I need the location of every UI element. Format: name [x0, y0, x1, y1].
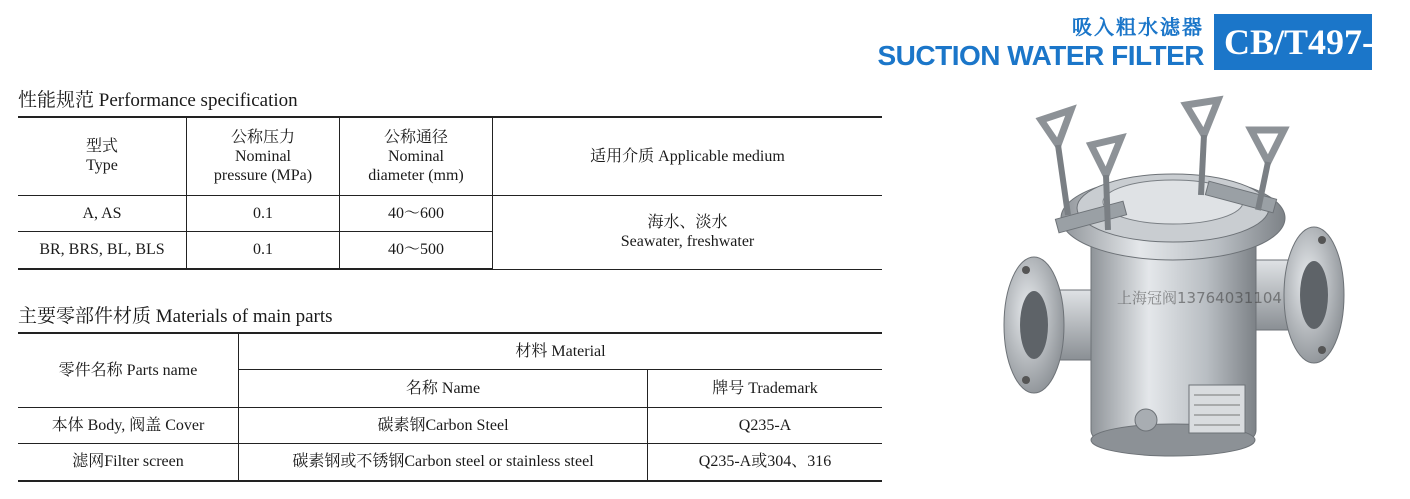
diameter-cell: 40～500: [340, 231, 493, 269]
part-cell: 本体 Body, 阀盖 Cover: [18, 407, 239, 443]
trademark-cell: Q235-A或304、316: [648, 443, 883, 481]
materials-table: [18, 332, 882, 482]
watermark-text: 上海冠阀13764031104: [1117, 289, 1282, 307]
table-row: [18, 407, 882, 443]
diameter-cell: 40～600: [340, 195, 493, 231]
diameter-header-en1: Nominal: [388, 147, 444, 165]
diameter-header: [340, 117, 493, 195]
medium-cn: 海水、淡水: [647, 214, 728, 231]
pressure-header: [187, 117, 340, 195]
material-name-cell: 碳素钢Carbon Steel: [239, 407, 648, 443]
pressure-header-en2: pressure (MPa): [213, 166, 313, 184]
materials-header-row: [18, 333, 882, 369]
type-header: [18, 117, 187, 195]
diameter-header-cn: 公称通径: [383, 128, 448, 146]
material-name-cell: 碳素钢或不锈钢Carbon steel or stainless steel: [239, 443, 648, 481]
standard-code-badge: CB/T497-94: [1214, 14, 1372, 70]
pressure-cell: 0.1: [187, 231, 340, 269]
type-cell: A, AS: [18, 195, 187, 231]
performance-table: [18, 116, 882, 270]
pressure-cell: 0.1: [187, 195, 340, 231]
parts-name-header: 零件名称 Parts name: [18, 333, 239, 407]
performance-header-row: [18, 117, 882, 195]
pressure-header-cn: 公称压力: [230, 128, 295, 146]
title-chinese: 吸入粗水滤器: [1072, 15, 1204, 39]
suction-filter-photo-icon: [996, 90, 1356, 462]
name-header: 名称 Name: [239, 369, 648, 407]
pressure-header-en1: Nominal: [235, 147, 291, 165]
type-header-en: Type: [86, 157, 118, 175]
diameter-header-en2: diameter (mm): [368, 166, 464, 184]
trademark-header: 牌号 Trademark: [648, 369, 883, 407]
table-row: [18, 443, 882, 481]
table-row: [18, 195, 882, 231]
performance-heading: 性能规范 Performance specification: [18, 90, 298, 111]
materials-heading: 主要零部件材质 Materials of main parts: [18, 306, 333, 327]
trademark-cell: Q235-A: [648, 407, 883, 443]
medium-cell: [493, 195, 883, 269]
title-english: SUCTION WATER FILTER: [877, 40, 1204, 71]
type-header-cn: 型式: [85, 138, 118, 156]
part-cell: 滤网Filter screen: [18, 443, 239, 481]
material-header: 材料 Material: [239, 333, 883, 369]
medium-header: 适用介质 Applicable medium: [493, 117, 883, 195]
medium-en: Seawater, freshwater: [620, 233, 755, 250]
type-cell: BR, BRS, BL, BLS: [18, 231, 187, 269]
